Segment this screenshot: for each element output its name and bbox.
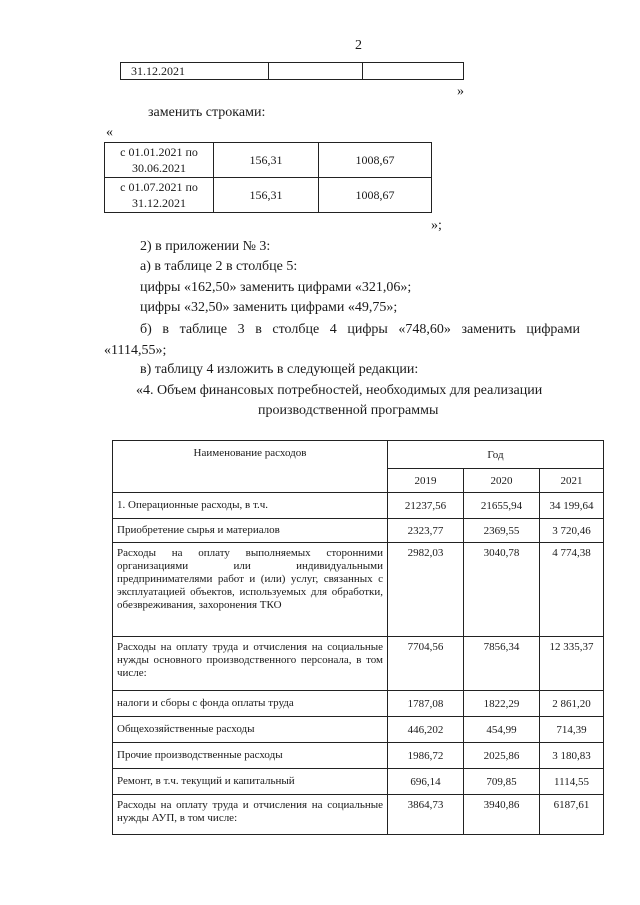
row-value: 1822,29 <box>464 691 540 717</box>
table-row <box>113 493 604 519</box>
table-row <box>113 691 604 717</box>
word: 4 <box>329 322 337 337</box>
row-value: 3040,78 <box>464 543 540 637</box>
period-line: 31.12.2021 <box>132 196 186 210</box>
word: 3 <box>237 322 245 337</box>
word: в <box>162 322 169 337</box>
row-value: 3940,86 <box>464 795 540 835</box>
header-name: Наименование расходов <box>113 441 388 493</box>
header-year-2020: 2020 <box>464 469 540 493</box>
table-row <box>113 519 604 543</box>
period-line: 30.06.2021 <box>132 161 186 175</box>
row-value: 4 774,38 <box>540 543 604 637</box>
row-value: 1114,55 <box>540 769 604 795</box>
header-year-2019: 2019 <box>388 469 464 493</box>
word: в <box>255 322 262 337</box>
row-value: 1986,72 <box>388 743 464 769</box>
header-year-2021: 2021 <box>540 469 604 493</box>
paragraph-justified <box>140 320 580 340</box>
period-line: с 01.07.2021 по <box>120 180 198 194</box>
paragraph: «1114,55»; <box>104 343 167 358</box>
row-value: 2025,86 <box>464 743 540 769</box>
paragraph: а) в таблице 2 в столбце 5: <box>140 259 298 274</box>
table-header-row <box>113 441 604 469</box>
word: «748,60» <box>398 322 451 337</box>
word: столбце <box>272 322 320 337</box>
row-value: 3 180,83 <box>540 743 604 769</box>
row-name: Расходы на оплату труда и отчисления на социальные нужды АУП, в том числе: <box>113 795 388 835</box>
page-number: 2 <box>355 38 362 53</box>
row-value: 7856,34 <box>464 637 540 691</box>
row-name: Ремонт, в т.ч. текущий и капитальный <box>113 769 388 795</box>
table-cell: 1008,67 <box>319 178 432 213</box>
table-row <box>113 543 604 637</box>
table-cell-period <box>105 143 214 178</box>
row-value: 21237,56 <box>388 493 464 519</box>
row-value: 446,202 <box>388 717 464 743</box>
row-value: 2323,77 <box>388 519 464 543</box>
table-cell <box>269 63 363 80</box>
paragraph: цифры «162,50» заменить цифрами «321,06»; <box>140 280 412 295</box>
section-title-continued: производственной программы <box>258 403 439 418</box>
row-name: 1. Операционные расходы, в т.ч. <box>113 493 388 519</box>
row-value: 2369,55 <box>464 519 540 543</box>
word: б) <box>140 322 152 337</box>
table-row <box>105 143 432 178</box>
word: таблице <box>179 322 228 337</box>
row-name: Расходы на оплату выполняемых сторонними организациями или индивидуальными предпринимателями работ и (или) услуг, связанных с эксплуатацией объектов, используемых для обработки, обезвреживания, захоронения ТКО <box>113 543 388 637</box>
row-value: 3 720,46 <box>540 519 604 543</box>
table-cell <box>363 63 464 80</box>
row-value: 2982,03 <box>388 543 464 637</box>
row-value: 21655,94 <box>464 493 540 519</box>
table-cell-period <box>105 178 214 213</box>
row-name: Расходы на оплату труда и отчисления на социальные нужды основного производственного персонала, в том числе: <box>113 637 388 691</box>
table-row <box>113 743 604 769</box>
table-cell: 1008,67 <box>319 143 432 178</box>
row-value: 454,99 <box>464 717 540 743</box>
table-cell: 156,31 <box>214 143 319 178</box>
table-row <box>121 63 464 80</box>
paragraph: 2) в приложении № 3: <box>140 239 271 254</box>
top-table <box>120 62 464 80</box>
table-cell: 31.12.2021 <box>121 63 269 80</box>
table-row <box>113 795 604 835</box>
replacement-table <box>104 142 432 213</box>
row-value: 34 199,64 <box>540 493 604 519</box>
opening-quote: « <box>106 125 113 140</box>
row-name: налоги и сборы с фонда оплаты труда <box>113 691 388 717</box>
word: заменить <box>461 322 516 337</box>
replace-text: заменить строками: <box>148 105 266 120</box>
row-value: 696,14 <box>388 769 464 795</box>
row-name: Прочие производственные расходы <box>113 743 388 769</box>
table-row <box>113 717 604 743</box>
period-line: с 01.01.2021 по <box>120 145 198 159</box>
row-value: 3864,73 <box>388 795 464 835</box>
row-value: 1787,08 <box>388 691 464 717</box>
closing-quote: »; <box>431 218 442 233</box>
section-title: «4. Объем финансовых потребностей, необходимых для реализации <box>136 383 543 398</box>
row-value: 709,85 <box>464 769 540 795</box>
row-name: Приобретение сырья и материалов <box>113 519 388 543</box>
financial-needs-table <box>112 440 604 835</box>
header-year: Год <box>388 441 604 469</box>
table-cell: 156,31 <box>214 178 319 213</box>
table-row <box>113 637 604 691</box>
table-row <box>105 178 432 213</box>
row-value: 7704,56 <box>388 637 464 691</box>
row-value: 6187,61 <box>540 795 604 835</box>
word: цифрами <box>526 322 580 337</box>
row-value: 2 861,20 <box>540 691 604 717</box>
paragraph: в) таблицу 4 изложить в следующей редакции: <box>140 362 419 377</box>
row-name: Общехозяйственные расходы <box>113 717 388 743</box>
word: цифры <box>347 322 388 337</box>
table-row <box>113 769 604 795</box>
paragraph: цифры «32,50» заменить цифрами «49,75»; <box>140 300 398 315</box>
closing-quote: » <box>457 84 464 99</box>
row-value: 12 335,37 <box>540 637 604 691</box>
row-value: 714,39 <box>540 717 604 743</box>
